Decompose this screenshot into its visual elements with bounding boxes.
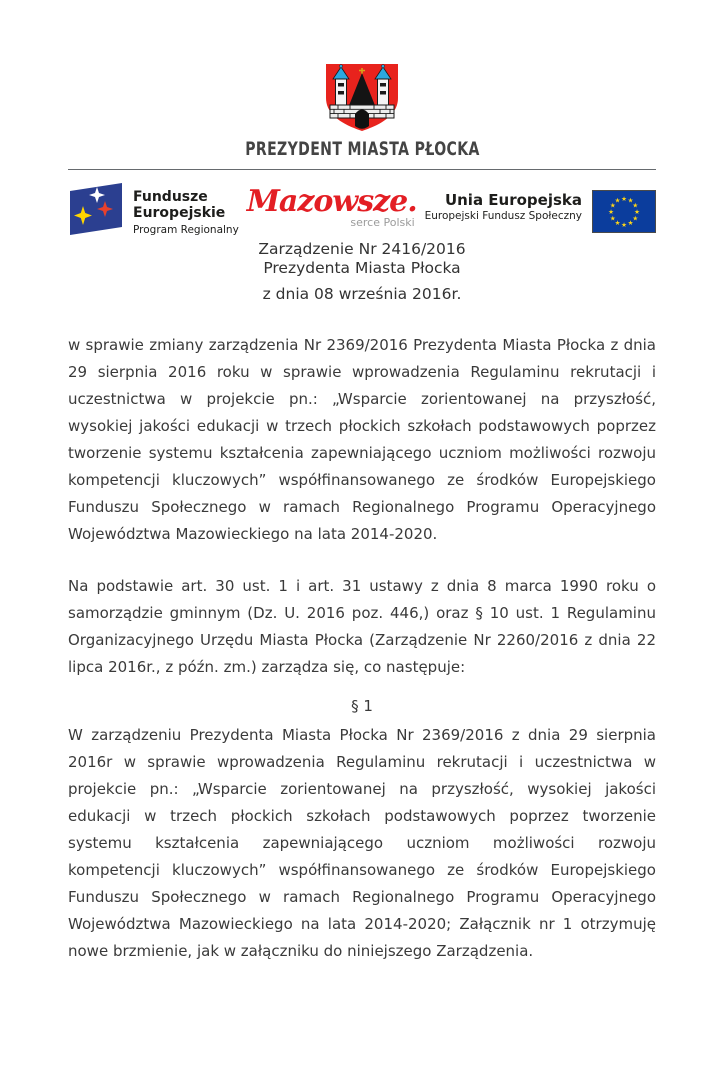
mazowsze-subtitle: serce Polski bbox=[350, 216, 415, 229]
eu-logo bbox=[425, 182, 656, 233]
svg-text:★: ★ bbox=[608, 207, 614, 216]
mazowsze-logo-text: Mazowsze. bbox=[246, 184, 417, 219]
svg-text:★: ★ bbox=[627, 219, 634, 228]
document-title-block bbox=[68, 240, 656, 304]
document-title-line3: z dnia 08 września 2016r. bbox=[262, 285, 462, 303]
eu-funds-subtitle: Program Regionalny bbox=[133, 224, 239, 236]
eu-funds-logo bbox=[68, 182, 239, 236]
institution-name-text: PREZYDENT MIASTA PŁOCKA bbox=[244, 138, 480, 160]
paragraph-subject: w sprawie zmiany zarządzenia Nr 2369/2016 Prezydenta Miasta Płocka z dnia 29 sierpnia 2016 roku w sprawie wprowadzenia Regulaminu rekrutacji i uczestnictwa w projekcie pn.: „Wsparcie zorientowanej na przyszłość, wysokiej jakości edukacji w trzech płockich szkołach podstawowych poprzez tworzenie systemu kształcenia zapewniającego uczniom możliwości rozwoju kompetencji kluczowych” współfinansowanego ze środków Europejskiego Funduszu Społecznego w ramach Regionalnego Programu Operacyjnego Województwa Mazowieckiego na lata 2014-2020. bbox=[68, 336, 656, 543]
svg-text:★: ★ bbox=[634, 207, 640, 216]
eu-title: Unia Europejska bbox=[444, 191, 582, 209]
svg-text:★: ★ bbox=[621, 220, 627, 229]
institution-name bbox=[68, 138, 656, 160]
svg-text:★: ★ bbox=[614, 196, 621, 205]
mazowsze-logo bbox=[247, 182, 417, 229]
document-title-line2: Prezydenta Miasta Płocka bbox=[263, 259, 461, 277]
svg-text:★: ★ bbox=[609, 201, 616, 210]
eu-funds-line2: Europejskie bbox=[133, 205, 226, 221]
plock-coat-of-arms-icon bbox=[322, 62, 402, 134]
eu-funds-flag-icon bbox=[68, 182, 124, 236]
eu-funds-line1: Fundusze bbox=[133, 189, 208, 205]
eu-logo-text bbox=[425, 190, 582, 222]
svg-text:★: ★ bbox=[632, 201, 639, 210]
eu-subtitle: Europejski Fundusz Społeczny bbox=[424, 210, 582, 222]
document-body bbox=[68, 332, 656, 965]
svg-text:★: ★ bbox=[609, 214, 616, 223]
logos-row bbox=[68, 182, 656, 244]
document-title-line1: Zarządzenie Nr 2416/2016 bbox=[258, 240, 466, 258]
paragraph-section-1: W zarządzeniu Prezydenta Miasta Płocka Nr 2369/2016 z dnia 29 sierpnia 2016r w sprawie wprowadzenia Regulaminu rekrutacji i uczestnictwa w projekcie pn.: „Wsparcie zorientowanej na przyszłość, wysokiej jakości edukacji w trzech płockich szkołach podstawowych poprzez tworzenie systemu kształcenia zapewniającego uczniom możliwości rozwoju kompetencji kluczowych” współfinansowanego ze środków Europejskiego Funduszu Społecznego w ramach Regionalnego Programu Operacyjnego Województwa Mazowieckiego na lata 2014-2020; Załącznik nr 1 otrzymuję nowe brzmienie, jak w załączniku do niniejszego Zarządzenia. bbox=[68, 726, 656, 960]
svg-text:★: ★ bbox=[627, 196, 634, 205]
svg-text:★: ★ bbox=[614, 219, 621, 228]
document-page bbox=[0, 62, 724, 1086]
paragraph-legal-basis: Na podstawie art. 30 ust. 1 i art. 31 ustawy z dnia 8 marca 1990 roku o samorządzie gminnym (Dz. U. 2016 poz. 446,) oraz § 10 ust. 1 Regulaminu Organizacyjnego Urzędu Miasta Płocka (Zarządzenie Nr 2260/2016 z dnia 22 lipca 2016r., z późn. zm.) zarządza się, co następuje: bbox=[68, 577, 656, 676]
svg-text:★: ★ bbox=[621, 194, 627, 203]
header-divider bbox=[68, 169, 656, 170]
svg-text:★: ★ bbox=[632, 214, 639, 223]
section-mark: § 1 bbox=[351, 697, 373, 715]
eu-funds-logo-text bbox=[133, 182, 239, 236]
eu-flag-icon bbox=[592, 190, 656, 233]
